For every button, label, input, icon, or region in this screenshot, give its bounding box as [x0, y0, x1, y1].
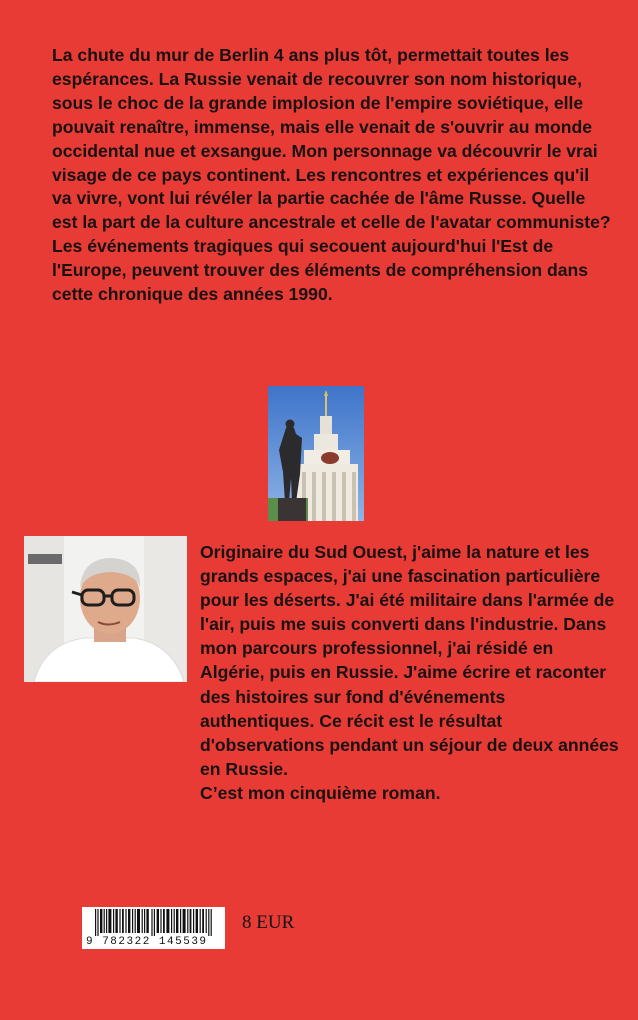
author-bio-closing: C’est mon cinquième roman.	[200, 782, 441, 803]
isbn-barcode	[82, 907, 225, 949]
statue-photo	[268, 386, 364, 521]
author-bio-text: Originaire du Sud Ouest, j'aime la nature et les grands espaces, j'ai une fascination particulière pour les déserts. J'ai été militaire dans l'armée de l'air, puis me suis converti dans l'industrie. Dans mon parcours professionnel, j'ai résidé en Algérie, puis en Russie. J'aime écrire et raconter des histoires sur fond d'événements authentiques. Ce récit est le résultat d'observations pendant un séjour de deux années en Russie.	[200, 542, 619, 779]
back-cover-blurb: La chute du mur de Berlin 4 ans plus tôt, permettait toutes les espérances. La Russie venait de recouvrer son nom historique, sous le choc de la grande implosion de l'empire soviétique, elle pouvait renaître, immense, mais elle venait de s'ouvrir au monde occidental nue et exsangue. Mon personnage va découvrir le vrai visage de ce pays continent. Les rencontres et expériences qu'il va vivre, vont lui révéler la partie cachée de l'âme Russe. Quelle est la part de la culture ancestrale et celle de l'avatar communiste? Les événements tragiques qui secouent aujourd'hui l'Est de l'Europe, peuvent trouver des éléments de compréhension dans cette chronique des années 1990.	[52, 45, 611, 305]
price-label: 8 EUR	[242, 912, 295, 933]
author-photo	[24, 536, 187, 682]
author-bio	[200, 540, 620, 805]
barcode-bars	[82, 907, 225, 936]
isbn-digits: 9 782322 145539	[86, 936, 208, 948]
